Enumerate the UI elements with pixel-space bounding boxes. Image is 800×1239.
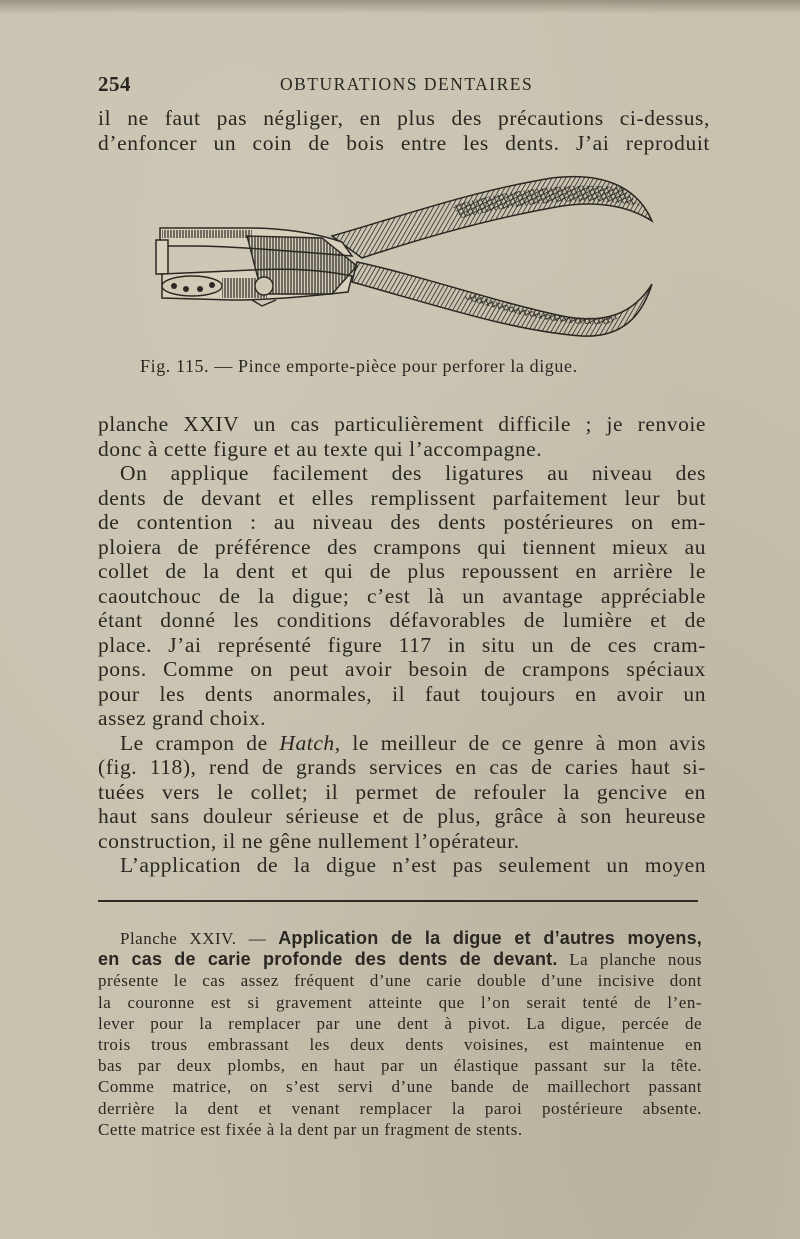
text-line: (fig. 118), rend de grands services en cas de caries haut si- bbox=[98, 755, 706, 779]
intro-paragraph bbox=[98, 106, 710, 155]
text-line: L’application de la digue n’est pas seulement un moyen bbox=[120, 853, 706, 877]
footnote-title: en cas de carie profonde des dents de devant. bbox=[98, 949, 558, 970]
text-line: ploiera de préférence des crampons qui tiennent mieux au bbox=[98, 534, 706, 559]
running-head: OBTURATIONS DENTAIRES bbox=[280, 74, 534, 94]
footnote-line bbox=[98, 949, 702, 970]
text-line: pons. Comme on peut avoir besoin de crampons spéciaux bbox=[98, 657, 706, 681]
text-line: d’enfoncer un coin de bois entre les dents. J’ai reproduit bbox=[98, 130, 710, 155]
body-text bbox=[98, 412, 706, 878]
hatch-suffix: , le meilleur de ce genre à mon avis bbox=[334, 730, 706, 755]
footnote bbox=[98, 928, 702, 1140]
text-line: il ne faut pas négliger, en plus des précautions ci-dessus, bbox=[98, 106, 710, 130]
footnote-line: trois trous embrassant les deux dents voisines, est maintenue en bbox=[98, 1035, 702, 1055]
text-line: construction, il ne gêne nullement l’opérateur. bbox=[98, 828, 520, 853]
footnote-lead: Planche XXIV. — bbox=[120, 929, 279, 948]
hatch-italic: Hatch bbox=[279, 730, 335, 755]
text-line: caoutchouc de la digue; c’est là un avantage appréciable bbox=[98, 583, 706, 608]
footnote-line: la couronne est si gravement atteinte que l’on serait tenté de l’en- bbox=[98, 992, 702, 1012]
footnote-divider bbox=[98, 900, 698, 902]
footnote-line bbox=[98, 928, 702, 949]
text-line: de contention : au niveau des dents postérieures on em- bbox=[98, 510, 706, 534]
text-line: pour les dents anormales, il faut toujours en avoir un bbox=[98, 681, 706, 706]
footnote-line: Comme matrice, on s’est servi d’une bande de maillechort passant bbox=[98, 1077, 702, 1097]
text-line: place. J’ai représenté figure 117 in situ un de ces cram- bbox=[98, 632, 706, 657]
footnote-line: bas par deux plombs, en haut par un élastique passant sur la tête. bbox=[98, 1056, 702, 1076]
text-line: collet de la dent et qui de plus repoussent en arrière le bbox=[98, 559, 706, 583]
text-line: dents de devant et elles remplissent parfaitement leur but bbox=[98, 485, 706, 510]
figure-caption: Fig. 115. — Pince emporte-pièce pour perforer la digue. bbox=[140, 356, 578, 376]
page-number: 254 bbox=[98, 72, 131, 96]
text-line: assez grand choix. bbox=[98, 706, 267, 730]
text-line: On applique facilement des ligatures au niveau des bbox=[120, 461, 706, 485]
page-top-edge bbox=[0, 0, 800, 14]
text-line: tuées vers le collet; il permet de refouler la gencive en bbox=[98, 779, 706, 804]
footnote-after-title: La planche nous bbox=[557, 950, 703, 970]
text-line: planche XXIV un cas particulièrement difficile ; je renvoie bbox=[98, 412, 706, 436]
footnote-line: lever pour la remplacer par une dent à pivot. La digue, percée de bbox=[98, 1013, 702, 1033]
text-line: haut sans douleur sérieuse et de plus, grâce à son heureuse bbox=[98, 804, 706, 828]
footnote-title: Application de la digue et d’autres moyens, bbox=[278, 928, 702, 948]
footnote-line: Cette matrice est fixée à la dent par un fragment de stents. bbox=[98, 1119, 523, 1139]
page-header bbox=[98, 72, 718, 100]
footnote-line: derrière la dent et venant remplacer la paroi postérieure absente. bbox=[98, 1098, 702, 1118]
forceps-punch-illustration bbox=[152, 166, 668, 338]
hatch-prefix: Le crampon de bbox=[120, 730, 280, 755]
footnote-line: présente le cas assez fréquent d’une carie double d’une incisive dont bbox=[98, 971, 702, 991]
text-line: donc à cette figure et au texte qui l’accompagne. bbox=[98, 436, 543, 461]
text-line: étant donné les conditions défavorables de lumière et de bbox=[98, 608, 706, 632]
text-line bbox=[98, 731, 706, 756]
